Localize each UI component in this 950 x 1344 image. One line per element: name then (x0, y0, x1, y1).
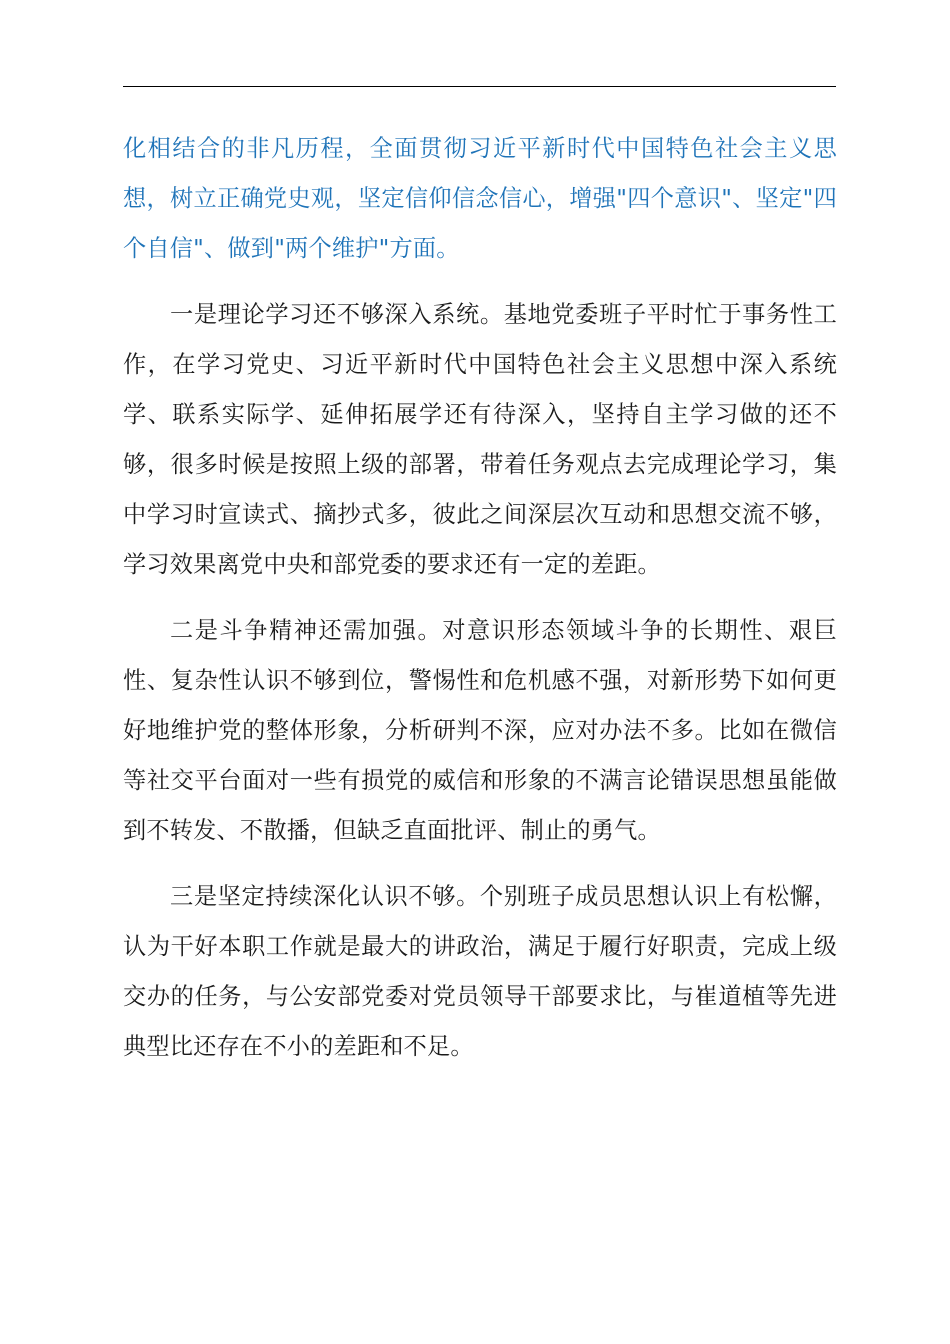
paragraph-gap (123, 590, 837, 606)
paragraph-gap (123, 274, 837, 290)
paragraph-deepening-awareness: 三是坚定持续深化认识不够。个别班子成员思想认识上有松懈，认为干好本职工作就是最大的讲政治，满足于履行好职责，完成上级交办的任务，与公安部党委对党员领导干部要求比，与崔道植等先进典型比还存在不小的差距和不足。 (123, 883, 837, 1060)
header-rule (123, 86, 836, 87)
document-body (123, 124, 837, 1072)
paragraph-gap (123, 856, 837, 872)
paragraph-continuation-highlighted: 化相结合的非凡历程，全面贯彻习近平新时代中国特色社会主义思想，树立正确党史观，坚定信仰信念信心，增强"四个意识"、坚定"四个自信"、做到"两个维护"方面。 (123, 135, 837, 262)
paragraph-struggle-spirit: 二是斗争精神还需加强。对意识形态领域斗争的长期性、艰巨性、复杂性认识不够到位，警惕性和危机感不强，对新形势下如何更好地维护党的整体形象，分析研判不深，应对办法不多。比如在微信等社交平台面对一些有损党的威信和形象的不满言论错误思想虽能做到不转发、不散播，但缺乏直面批评、制止的勇气。 (123, 617, 837, 844)
paragraph-theory-study: 一是理论学习还不够深入系统。基地党委班子平时忙于事务性工作，在学习党史、习近平新时代中国特色社会主义思想中深入系统学、联系实际学、延伸拓展学还有待深入，坚持自主学习做的还不够，很多时候是按照上级的部署，带着任务观点去完成理论学习，集中学习时宣读式、摘抄式多，彼此之间深层次互动和思想交流不够，学习效果离党中央和部党委的要求还有一定的差距。 (123, 301, 837, 578)
